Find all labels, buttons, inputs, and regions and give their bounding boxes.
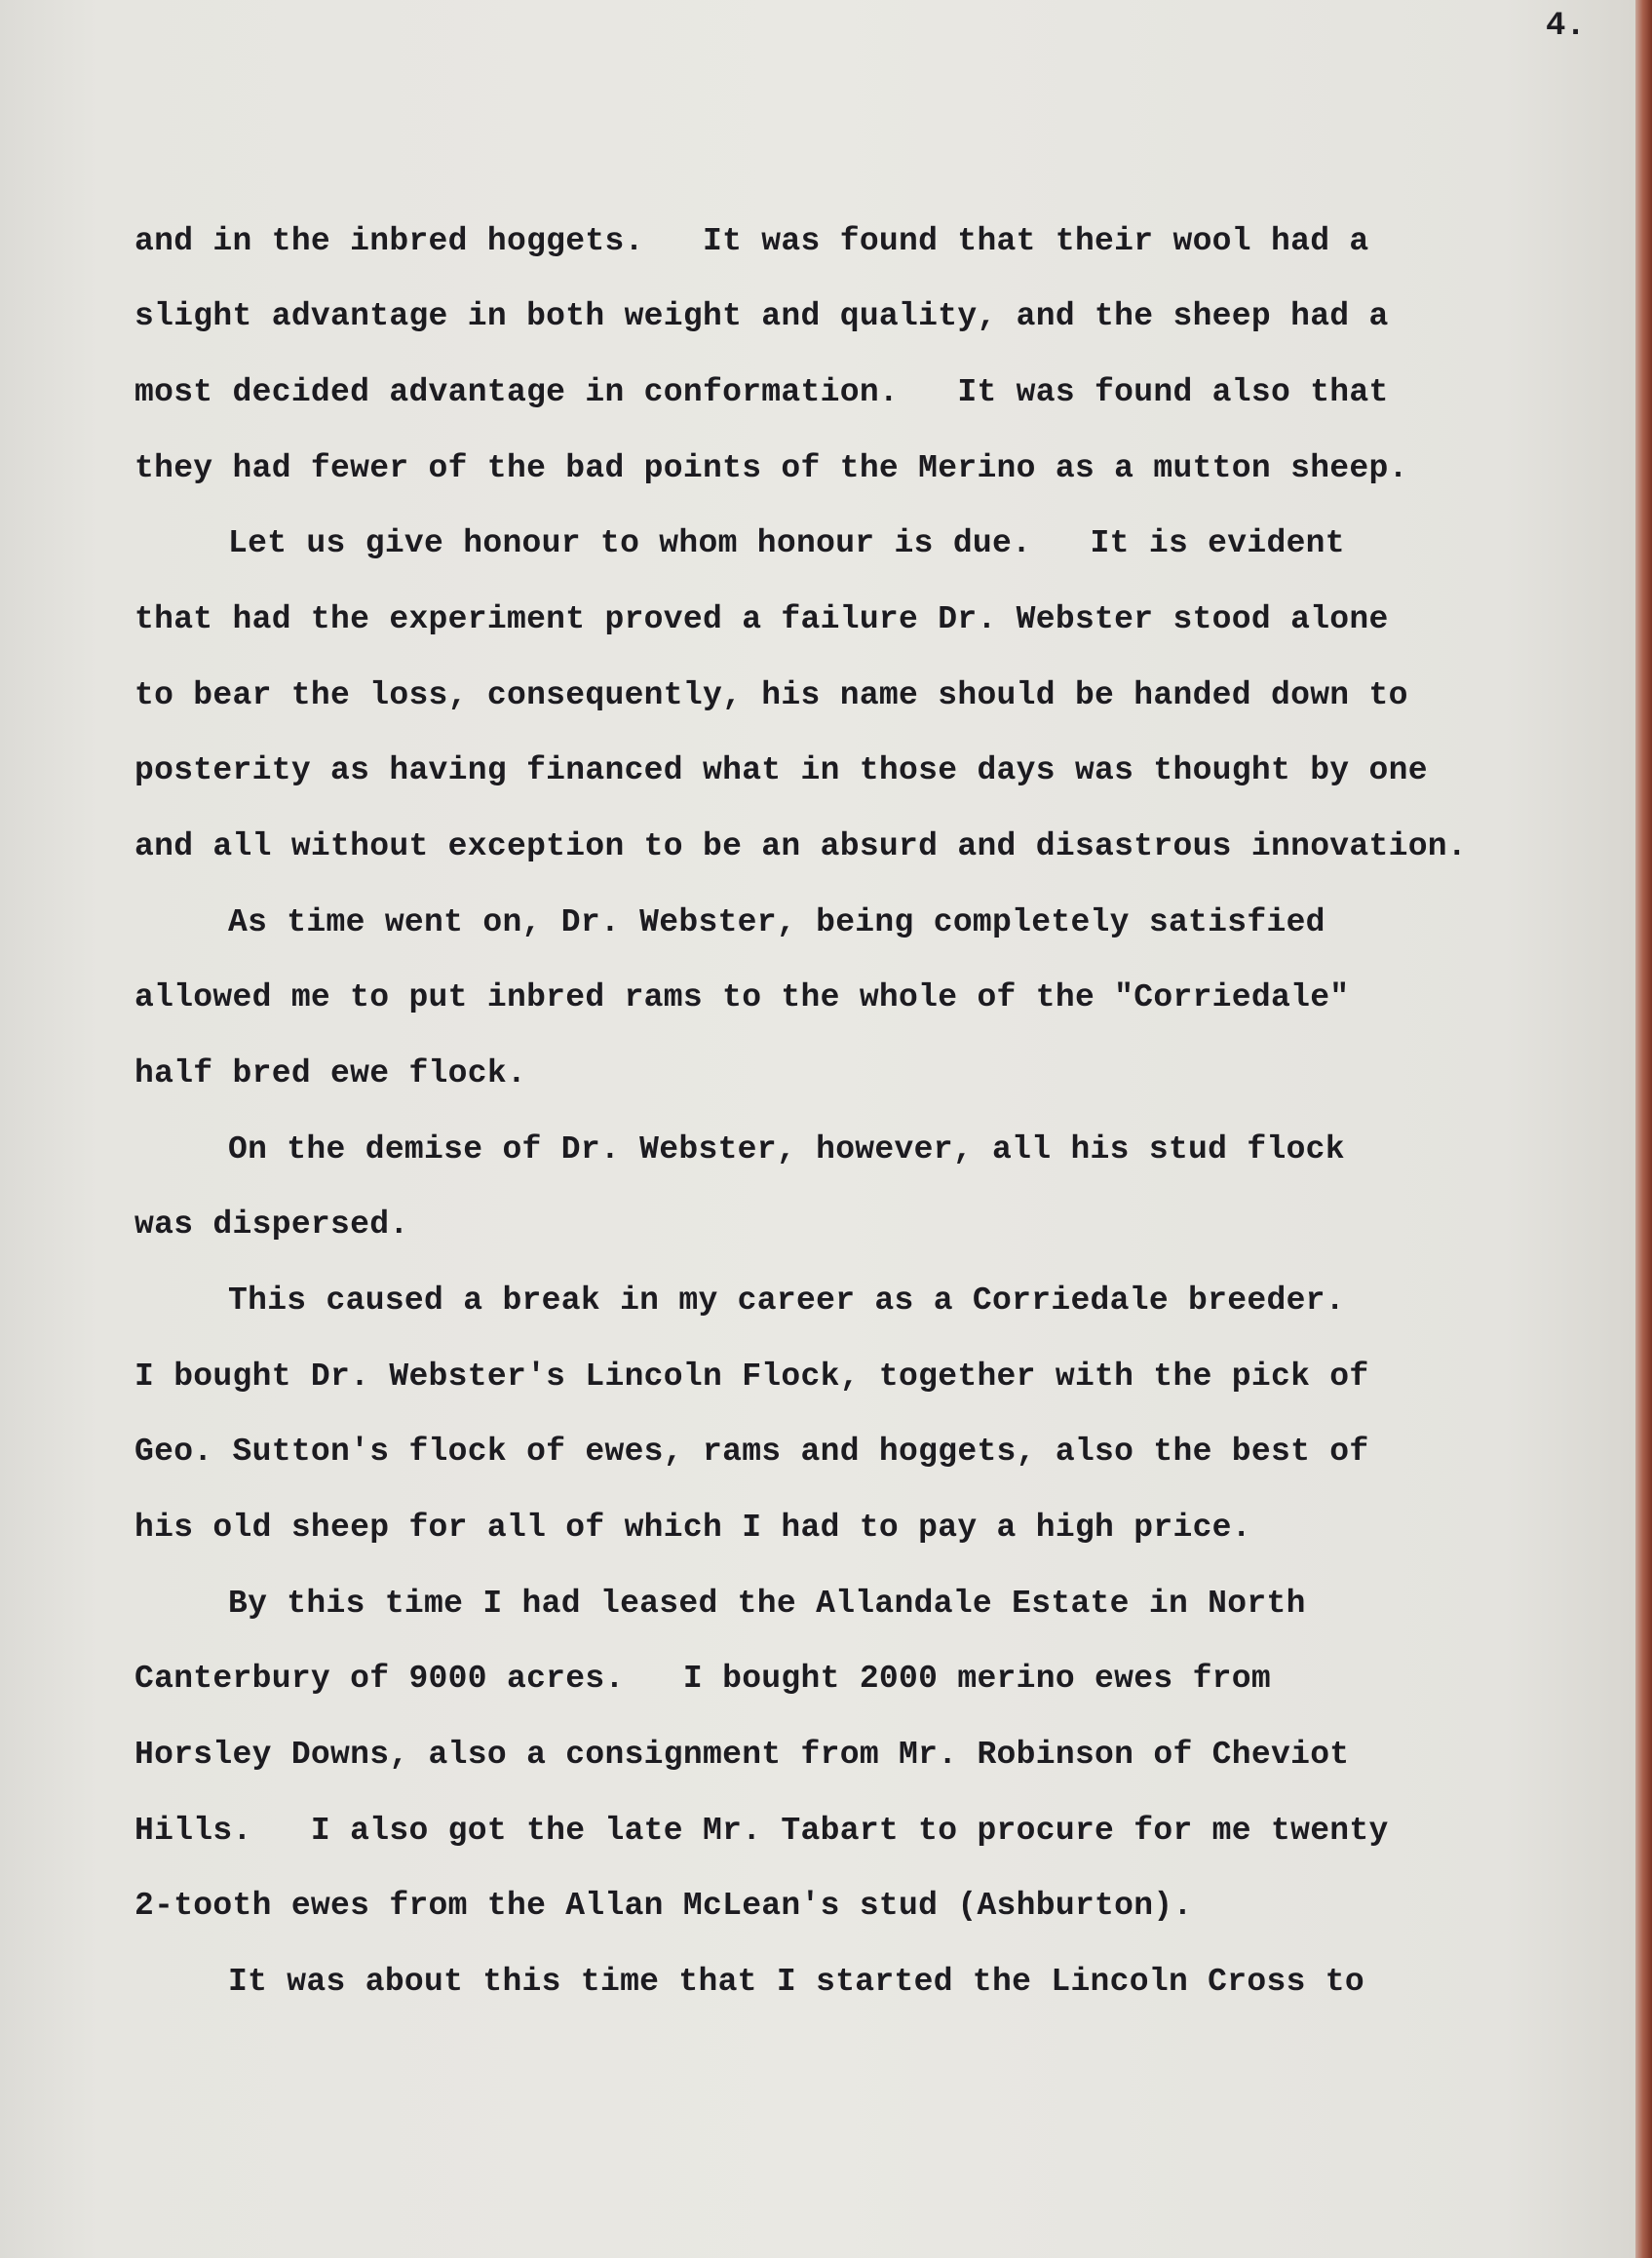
text-line: slight advantage in both weight and quality, and the sheep had a <box>134 298 1389 334</box>
text-line: to bear the loss, consequently, his name should be handed down to <box>134 677 1408 713</box>
text-line: allowed me to put inbred rams to the whole of the "Corriedale" <box>134 979 1350 1015</box>
text-line: and in the inbred hoggets. It was found that their wool had a <box>134 223 1369 259</box>
text-line: his old sheep for all of which I had to pay a high price. <box>134 1510 1251 1546</box>
page-number: 4. <box>1546 8 1586 45</box>
text-line: 2-tooth ewes from the Allan McLean's stud (Ashburton). <box>134 1888 1193 1924</box>
binding-edge <box>1635 0 1652 2258</box>
text-line: posterity as having financed what in those days was thought by one <box>134 752 1428 788</box>
text-line: Let us give honour to whom honour is due. It is evident <box>228 525 1345 561</box>
text-line: that had the experiment proved a failure Dr. Webster stood alone <box>134 601 1389 637</box>
text-line: Canterbury of 9000 acres. I bought 2000 merino ewes from <box>134 1661 1271 1697</box>
text-line: and all without exception to be an absurd and disastrous innovation. <box>134 828 1468 864</box>
text-line: As time went on, Dr. Webster, being completely satisfied <box>228 904 1325 940</box>
text-line: On the demise of Dr. Webster, however, all his stud flock <box>228 1131 1345 1167</box>
text-line: half bred ewe flock. <box>134 1055 527 1091</box>
text-line: most decided advantage in conformation. It was found also that <box>134 374 1389 410</box>
text-line: I bought Dr. Webster's Lincoln Flock, together with the pick of <box>134 1359 1369 1395</box>
text-line: was dispersed. <box>134 1206 409 1243</box>
text-line: Geo. Sutton's flock of ewes, rams and hoggets, also the best of <box>134 1434 1369 1470</box>
text-line: By this time I had leased the Allandale Estate in North <box>228 1586 1306 1622</box>
text-line: they had fewer of the bad points of the Merino as a mutton sheep. <box>134 450 1408 486</box>
text-line: Horsley Downs, also a consignment from Mr. Robinson of Cheviot <box>134 1737 1350 1773</box>
text-line: Hills. I also got the late Mr. Tabart to procure for me twenty <box>134 1813 1389 1849</box>
text-line: This caused a break in my career as a Corriedale breeder. <box>228 1282 1345 1319</box>
text-line: It was about this time that I started the Lincoln Cross to <box>228 1964 1364 2000</box>
